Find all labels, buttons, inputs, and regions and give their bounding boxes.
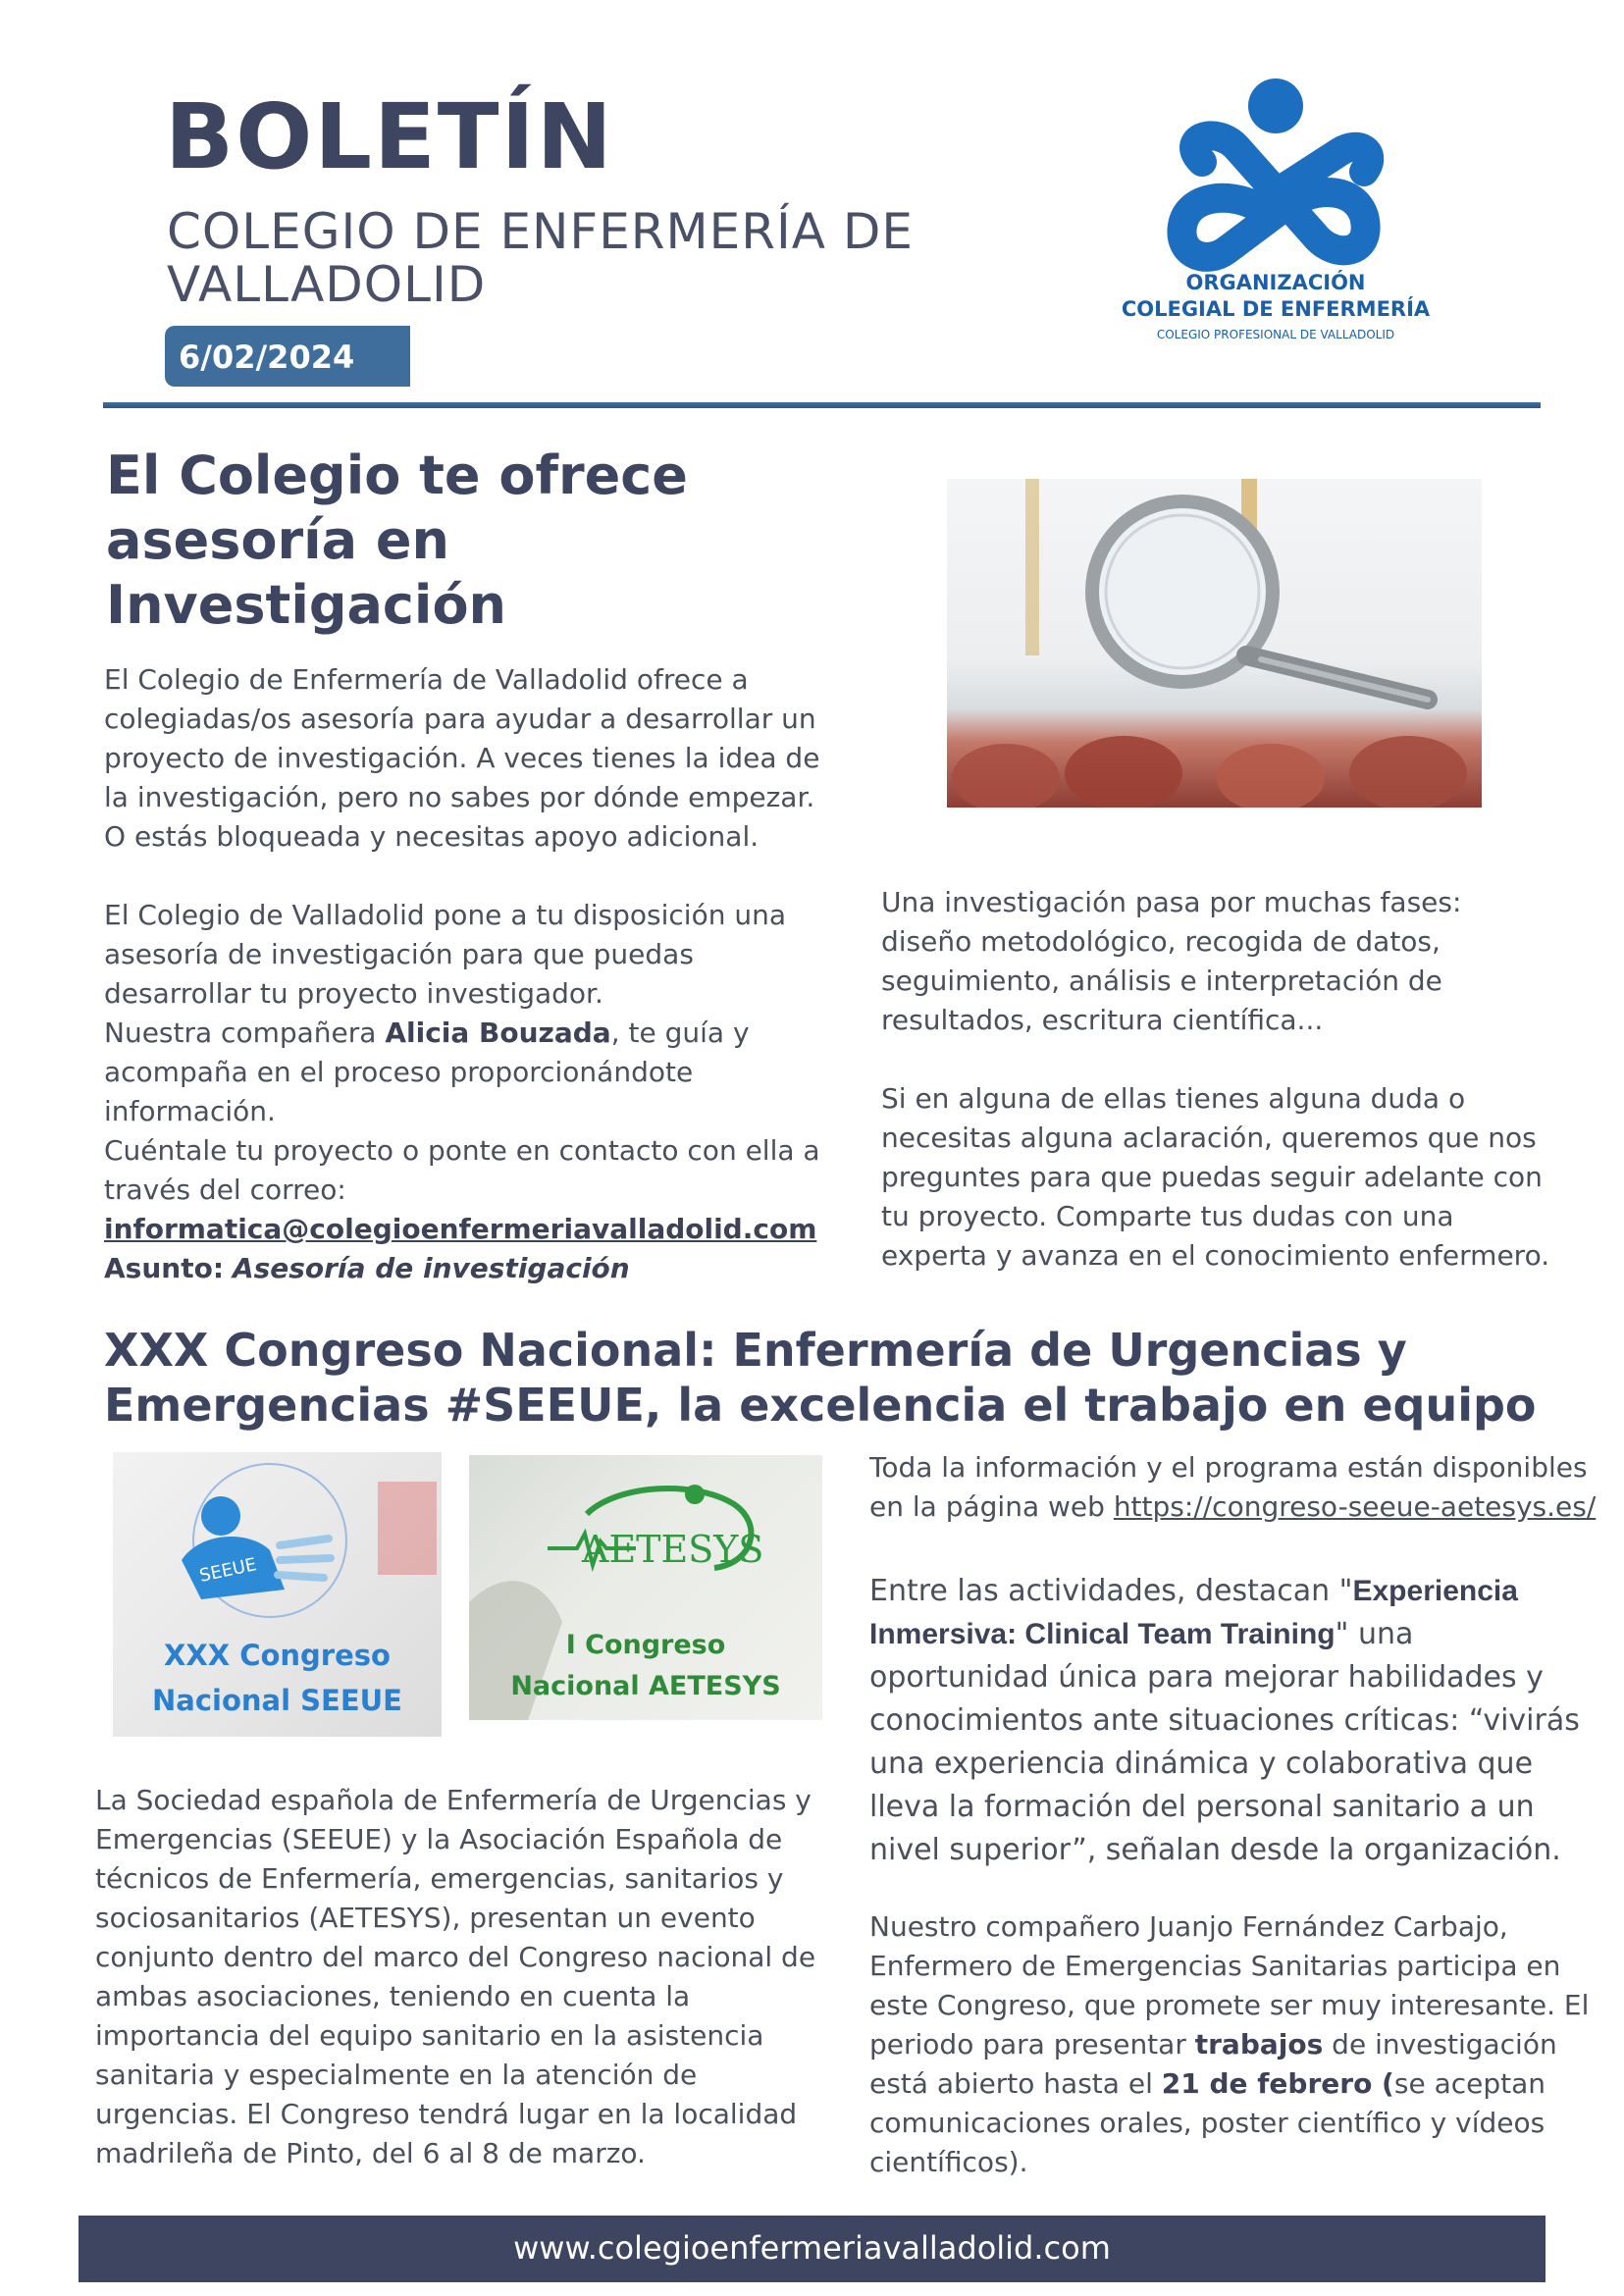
article2-left-text: La Sociedad española de Enfermería de Urgencias y Emergencias (SEEUE) y la Asociación Española de técnicos de Enfermería, emergencias, sanitarios y sociosanitarios (AETESYS), presentan un evento conjunto dentro del marco del Congreso nacional de ambas asociaciones, teniendo en cuenta la importancia del equipo sanitario en la asistencia sanitaria y especialmente en la atención de urgencias. El Congreso tendrá lugar en la localidad madrileña de Pinto, del 6 al 8 de marzo. bbox=[95, 1784, 816, 2169]
header-divider bbox=[103, 402, 1541, 408]
article2-right-text: Toda la información y el programa están disponibles en la página web https://congreso-seeue-aetesys.es/ bbox=[869, 1451, 1597, 1523]
organization-logo bbox=[1119, 69, 1433, 353]
bulletin-subtitle-line2: VALLADOLID bbox=[167, 256, 487, 313]
magnifier-icon bbox=[947, 479, 1482, 808]
seeue-banner-line1: XXX Congreso bbox=[164, 1639, 391, 1672]
article1-left-text: El Colegio de Enfermería de Valladolid ofrece a colegiadas/os asesoría para ayudar a desarrollar un proyecto de investigación. A veces tienes la idea de la investigación, pero no sabes por dónde empezar. O estás bloqueada y necesitas apoyo adicional. El Colegio de Valladolid pone a tu disposición una asesoría de investigación para que puedas desarrollar tu proyecto investigador. Nuestra compañera Alicia Bouzada, te guía y acompaña en el proceso proporcionándote información. Cuéntale tu proyecto o ponte en contacto con ella a través del correo: informatica@colegioenfermeriavalladolid.com Asunto: Asesoría de investigación bbox=[104, 663, 820, 1284]
research-magnifier-image bbox=[947, 479, 1482, 808]
bulletin-subtitle-line1: COLEGIO DE ENFERMERÍA DE bbox=[167, 203, 914, 260]
aetesys-banner-line2: Nacional AETESYS bbox=[510, 1671, 781, 1701]
logo-line3: COLEGIO PROFESIONAL DE VALLADOLID bbox=[1156, 328, 1395, 341]
seeue-banner-line2: Nacional SEEUE bbox=[151, 1684, 402, 1717]
bulletin-title: BOLETÍN bbox=[165, 84, 614, 189]
article2-title: XXX Congreso Nacional: Enfermería de Urgencias y Emergencias #SEEUE, la excelencia el trabajo en equipo bbox=[104, 1324, 1537, 1432]
footer-bar bbox=[79, 2216, 1545, 2282]
deadline-date: 21 de febrero ( bbox=[1161, 2067, 1394, 2100]
seeue-congress-banner bbox=[113, 1452, 442, 1737]
logo-line1: ORGANIZACIÓN bbox=[1185, 271, 1366, 294]
logo-mark-icon bbox=[1119, 69, 1433, 275]
contact-email-link[interactable]: informatica@colegioenfermeriavalladolid.com bbox=[104, 1213, 817, 1245]
article2-activities-text: Entre las actividades, destacan "Experiencia Inmersiva: Clinical Team Training" una oportunidad única para mejorar habilidades y conocimientos ante situaciones críticas: “vivirás una experiencia dinámica y colaborativa que lleva la formación del personal sanitario a un nivel superior”, señalan desde la organización. bbox=[869, 1574, 1580, 1867]
email-subject: Asesoría de investigación bbox=[232, 1252, 630, 1284]
date-badge bbox=[165, 326, 410, 387]
article1-title: El Colegio te ofrece asesoría en Investigación bbox=[106, 444, 688, 636]
aetesys-congress-banner bbox=[469, 1455, 822, 1720]
article1-right-text: Una investigación pasa por muchas fases: diseño metodológico, recogida de datos, seguimiento, análisis e interpretación de resultados, escritura científica... Si en alguna de ellas tienes alguna duda o necesitas alguna aclaración, queremos que nos preguntes para que puedas seguir adelante con tu proyecto. Comparte tus dudas con una experta y avanza en el conocimiento enfermero. bbox=[881, 886, 1550, 1272]
footer-website-link[interactable]: www.colegioenfermeriavalladolid.com bbox=[513, 2229, 1111, 2267]
article2-participant-text: Nuestro compañero Juanjo Fernández Carbajo, Enfermero de Emergencias Sanitarias participa en este Congreso, que promete ser muy interesante. El periodo para presentar trabajos de investigación está abierto hasta el 21 de febrero (se aceptan comunicaciones orales, poster científico y vídeos científicos). bbox=[869, 1910, 1590, 2178]
advisor-name: Alicia Bouzada bbox=[385, 1017, 611, 1049]
seeue-badge: SEEUE bbox=[197, 1554, 259, 1587]
aetesys-banner-line1: I Congreso bbox=[565, 1630, 726, 1660]
logo-line2: COLEGIAL DE ENFERMERÍA bbox=[1121, 297, 1431, 321]
date-text: 6/02/2024 bbox=[179, 339, 355, 376]
congress-website-link[interactable]: https://congreso-seeue-aetesys.es/ bbox=[1113, 1490, 1597, 1523]
aetesys-logo-text: AETESYS bbox=[582, 1528, 764, 1571]
